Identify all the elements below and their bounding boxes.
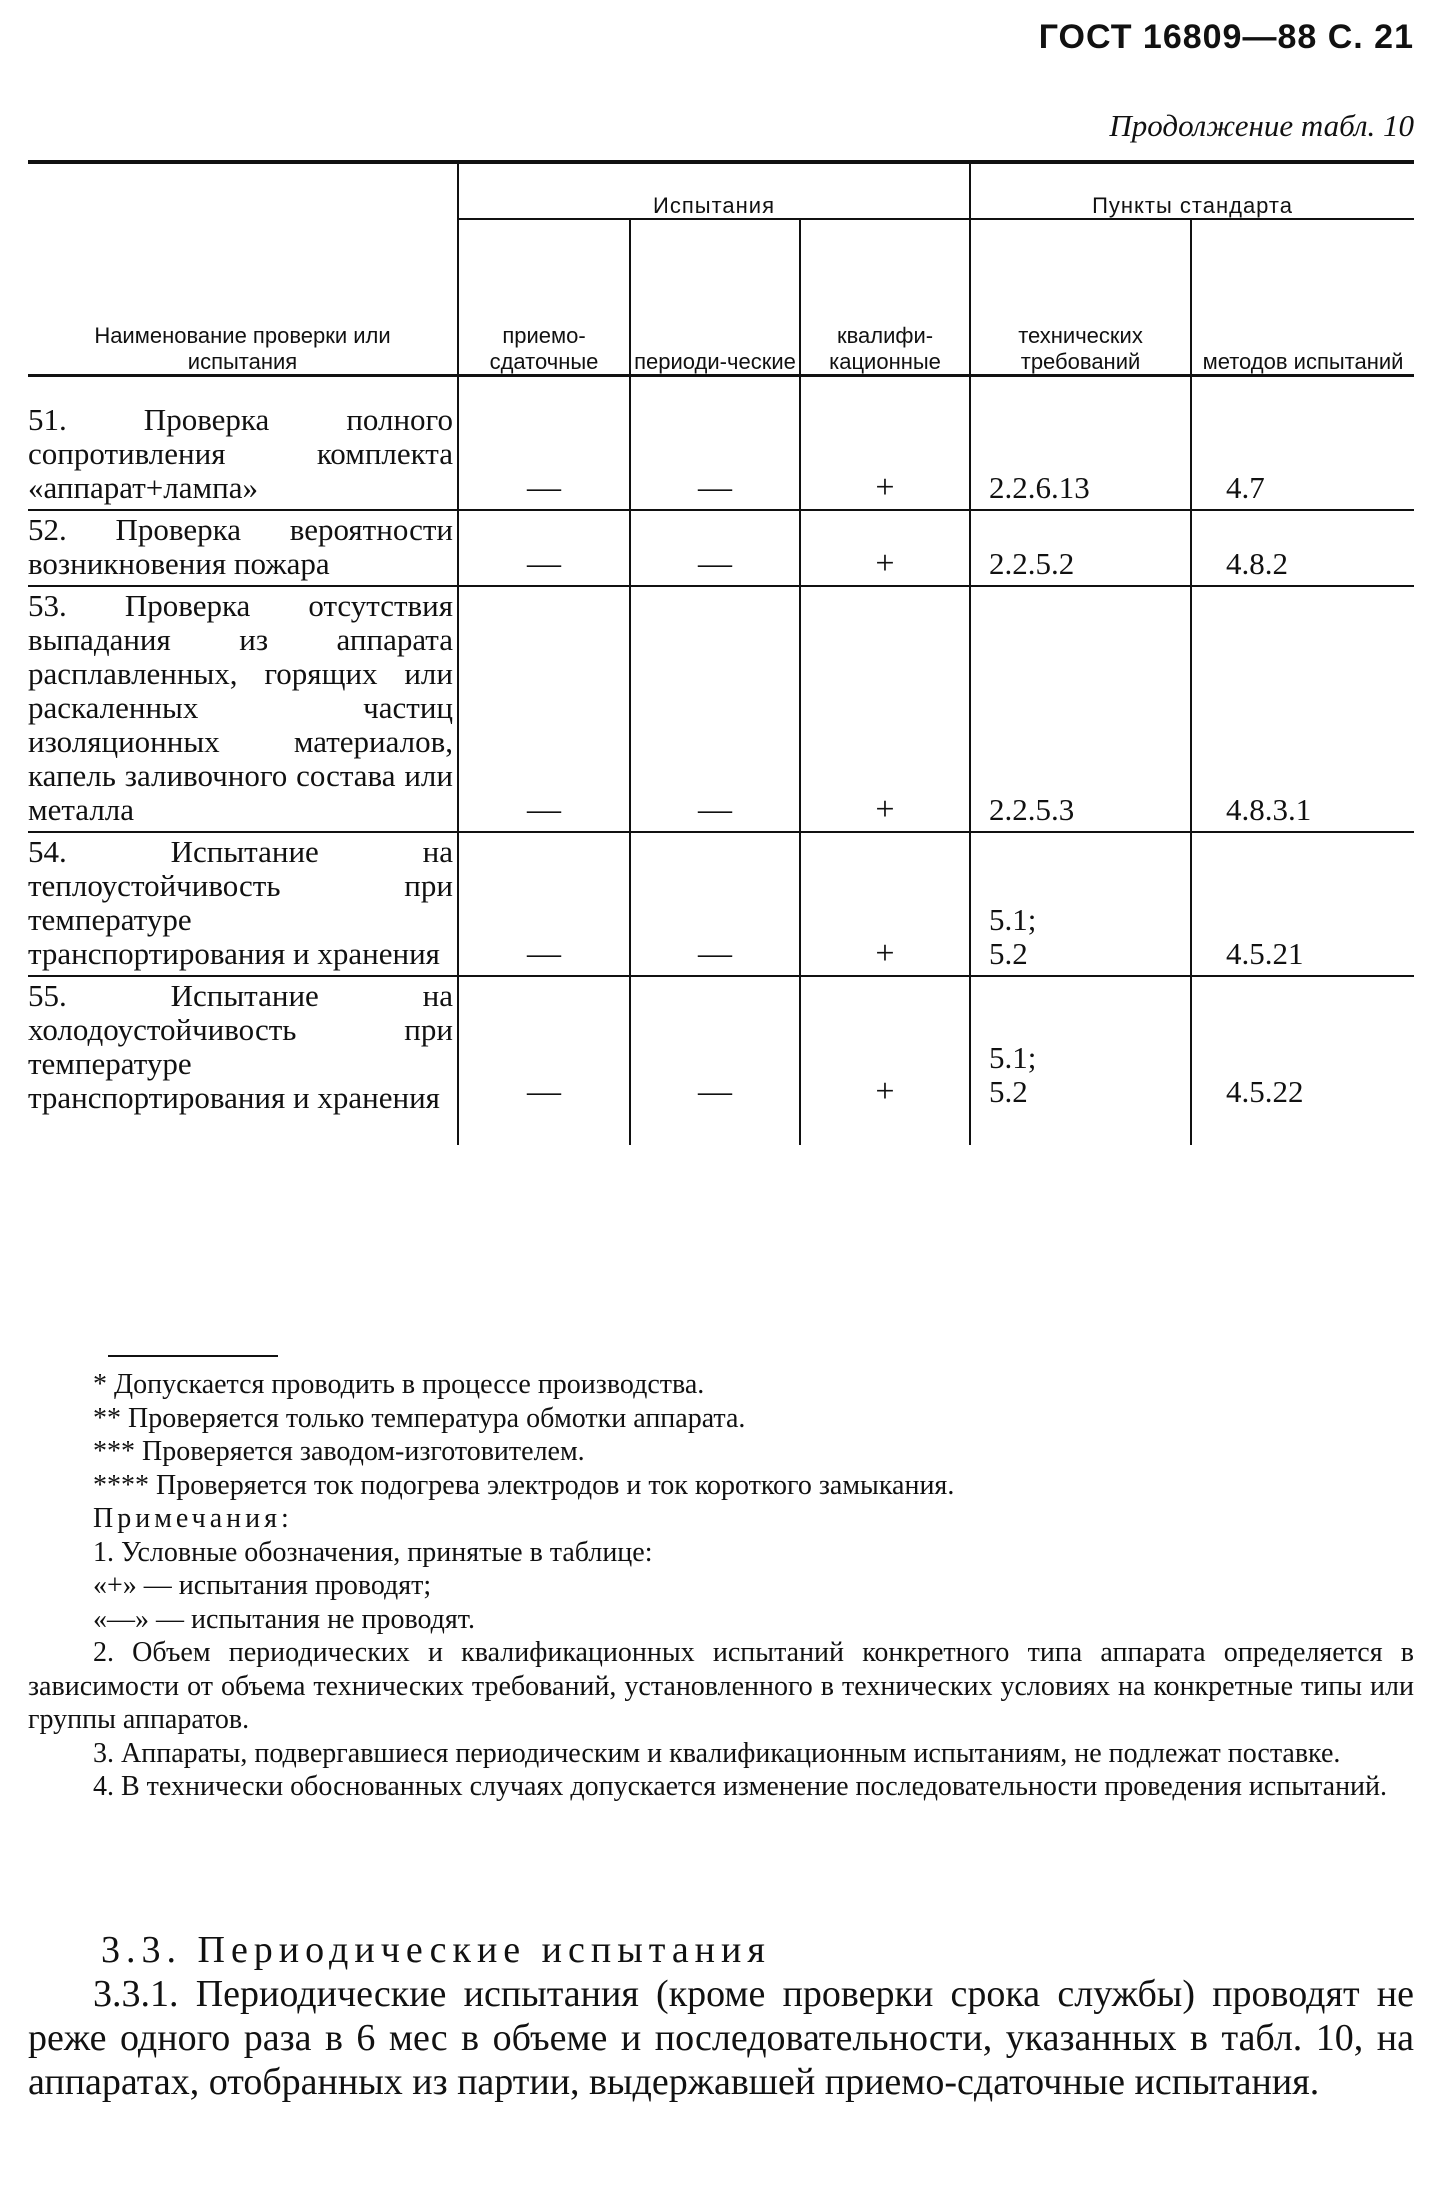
cell-acceptance: — [458,510,630,586]
row-name: 51. Проверка полного сопротивления комплекта «аппарат+лампа» [28,401,458,510]
table-row [28,976,1414,1145]
table-row [28,832,1414,976]
header-periodic: периоди-ческие [630,219,800,374]
cell-method: 4.7 [1191,401,1414,510]
note-4: 4. В технически обоснованных случаях допускается изменение последовательности проведения испытаний. [93,1771,1388,1802]
header-acceptance: приемо-сдаточные [458,219,630,374]
header-tech-req: технических требований [970,219,1191,374]
cell-acceptance: — [458,976,630,1145]
cell-method: 4.8.2 [1191,510,1414,586]
cell-method: 4.5.21 [1191,832,1414,976]
row-name: 52. Проверка вероятности возникновения пожара [28,510,458,586]
row-name: 54. Испытание на теплоустойчивость при температуре транспортирования и хранения [28,832,458,976]
cell-qualification: + [800,586,970,832]
row-name: 53. Проверка отсутствия выпадания из аппарата расплавленных, горящих или раскаленных частиц изоляционных материалов, капель заливочного состава или металла [28,586,458,832]
cell-qualification: + [800,510,970,586]
cell-periodic: — [630,510,800,586]
cell-periodic: — [630,976,800,1145]
header-test-methods: методов испытаний [1191,219,1414,374]
footnote-4: **** Проверяется ток подогрева электродов и ток короткого замыкания. [93,1469,955,1501]
cell-acceptance: — [458,832,630,976]
cell-tech-req [970,976,1191,1145]
tests-table [28,160,1414,1145]
table-continuation-label: Продолжение табл. 10 [1109,108,1414,143]
cell-periodic: — [630,586,800,832]
footnote-3: *** Проверяется заводом-изготовителем. [93,1436,585,1467]
header-group-tests: Испытания [458,162,970,219]
header-name: Наименование проверки или испытания [28,162,458,374]
cell-method: 4.5.22 [1191,976,1414,1145]
header-group-standard: Пункты стандарта [970,162,1414,219]
cell-tech-req: 2.2.5.2 [970,510,1191,586]
note-1-minus: «—» — испытания не проводят. [93,1603,475,1635]
cell-acceptance: — [458,401,630,510]
cell-acceptance: — [458,586,630,832]
section-paragraph: 3.3.1. Периодические испытания (кроме проверки срока службы) проводят не реже одного раза в 6 мес в объеме и последовательности, указанных в табл. 10, на аппаратах, отобранных из партии, выдержавшей приемо-сдаточные испытания. [28,1973,1414,2103]
running-head: ГОСТ 16809—88 С. 21 [1038,18,1414,56]
cell-periodic: — [630,401,800,510]
table-row [28,510,1414,586]
footnote-separator [108,1355,278,1357]
cell-tech-req [970,832,1191,976]
cell-tech-req: 2.2.6.13 [970,401,1191,510]
cell-qualification: + [800,401,970,510]
tech-req-line-1: 5.1; [989,1040,1037,1075]
section-title: 3.3. Периодические испытания [101,1929,771,1971]
cell-method: 4.8.3.1 [1191,586,1414,832]
note-3: 3. Аппараты, подвергавшиеся периодическим и квалификационным испытаниям, не подлежат поставке. [93,1737,1341,1769]
cell-qualification: + [800,832,970,976]
tech-req-line-2: 5.2 [989,936,1028,971]
footnote-1: * Допускается проводить в процессе производства. [93,1369,705,1400]
note-1: 1. Условные обозначения, принятые в таблице: [93,1536,653,1568]
note-2: 2. Объем периодических и квалификационных испытаний конкретного типа аппарата определяется в зависимости от объема технических требований, установленного в технических условиях на конкретные типы или группы аппаратов. [28,1637,1414,1735]
row-name: 55. Испытание на холодоустойчивость при температуре транспортирования и хранения [28,978,453,1115]
cell-tech-req: 2.2.5.3 [970,586,1191,832]
cell-periodic: — [630,832,800,976]
header-qualification: квалифи-кационные [800,219,970,374]
table-row [28,586,1414,832]
note-1-plus: «+» — испытания проводят; [93,1570,432,1601]
section-3-3 [28,1928,1414,2104]
tech-req-line-1: 5.1; [989,902,1037,937]
table-row [28,401,1414,510]
tech-req-line-2: 5.2 [989,1074,1028,1109]
cell-qualification: + [800,976,970,1145]
footnote-2: ** Проверяется только температура обмотки аппарата. [93,1402,746,1434]
notes-heading: Примечания: [93,1503,293,1534]
footnotes-and-notes [28,1368,1414,1804]
